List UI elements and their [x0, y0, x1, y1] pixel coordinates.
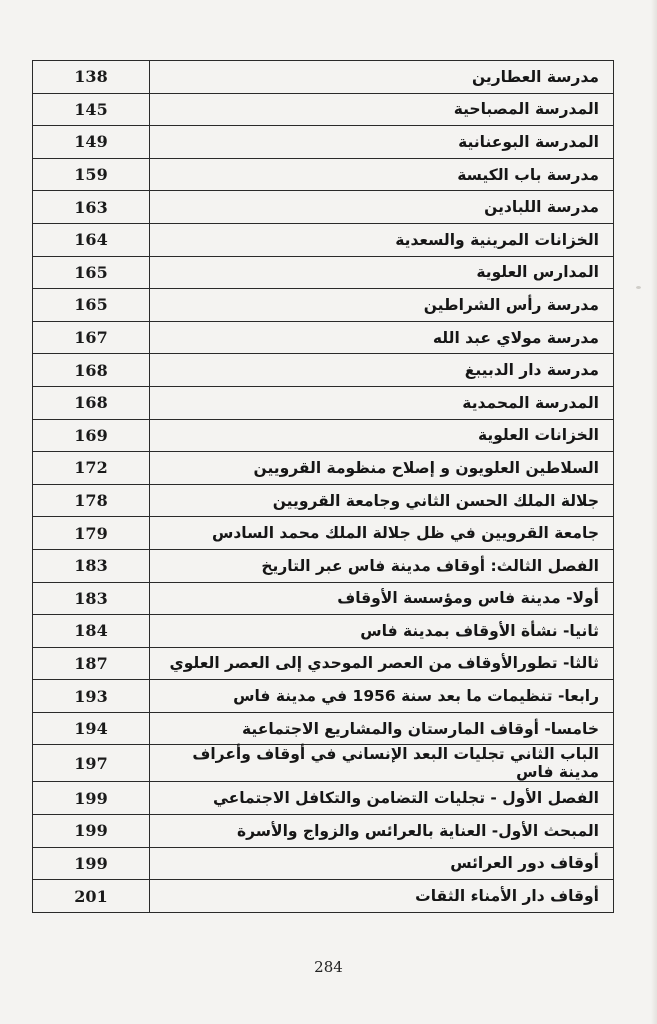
toc-entry-title: الباب الثاني تجليات البعد الإنساني في أوقاف وأعراف مدينة فاس	[150, 745, 614, 782]
toc-page-number: 163	[33, 191, 150, 224]
toc-entry-title: السلاطين العلويون و إصلاح منظومة القرويين	[150, 452, 614, 485]
toc-entry-title: المدرسة المصباحية	[150, 93, 614, 126]
toc-entry-title: مدرسة العطارين	[150, 61, 614, 94]
toc-page-number: 199	[33, 782, 150, 815]
toc-page-number: 179	[33, 517, 150, 550]
toc-entry-title: المدرسة البوعنانية	[150, 126, 614, 159]
toc-row	[33, 615, 614, 648]
toc-entry-title: المدارس العلوية	[150, 256, 614, 289]
toc-row	[33, 223, 614, 256]
toc-entry-title: المدرسة المحمدية	[150, 386, 614, 419]
toc-page-number: 164	[33, 223, 150, 256]
page-number: 284	[314, 958, 343, 976]
toc-row	[33, 158, 614, 191]
toc-row	[33, 647, 614, 680]
toc-row	[33, 386, 614, 419]
toc-entry-title: مدرسة رأس الشراطين	[150, 289, 614, 322]
table-of-contents	[32, 60, 614, 913]
toc-page-number: 169	[33, 419, 150, 452]
toc-row	[33, 582, 614, 615]
toc-row	[33, 549, 614, 582]
toc-entry-title: مدرسة باب الكيسة	[150, 158, 614, 191]
toc-page-number: 138	[33, 61, 150, 94]
toc-page-number: 168	[33, 386, 150, 419]
toc-entry-title: جامعة القرويين في ظل جلالة الملك محمد السادس	[150, 517, 614, 550]
toc-entry-title: الفصل الأول - تجليات التضامن والتكافل الاجتماعي	[150, 782, 614, 815]
toc-row	[33, 745, 614, 782]
toc-entry-title: الخزانات المرينية والسعدية	[150, 223, 614, 256]
toc-entry-title: الفصل الثالث: أوقاف مدينة فاس عبر التاريخ	[150, 549, 614, 582]
toc-row	[33, 289, 614, 322]
page-edge	[651, 0, 657, 1024]
toc-row	[33, 880, 614, 913]
toc-page-number: 199	[33, 847, 150, 880]
paper-speck	[636, 286, 641, 289]
toc-page-number: 168	[33, 354, 150, 387]
toc-page-number: 194	[33, 712, 150, 745]
toc-page-number: 193	[33, 680, 150, 713]
toc-row	[33, 93, 614, 126]
toc-row	[33, 712, 614, 745]
toc-entry-title: جلالة الملك الحسن الثاني وجامعة القرويين	[150, 484, 614, 517]
toc-body	[33, 61, 614, 913]
toc-page-number: 145	[33, 93, 150, 126]
toc-row	[33, 126, 614, 159]
toc-page-number: 197	[33, 745, 150, 782]
toc-row	[33, 354, 614, 387]
toc-entry-title: الخزانات العلوية	[150, 419, 614, 452]
toc-row	[33, 815, 614, 848]
toc-row	[33, 321, 614, 354]
toc-page-number: 184	[33, 615, 150, 648]
toc-entry-title: مدرسة اللبادين	[150, 191, 614, 224]
toc-entry-title: ثانيا- نشأة الأوقاف بمدينة فاس	[150, 615, 614, 648]
toc-row	[33, 61, 614, 94]
toc-row	[33, 256, 614, 289]
toc-entry-title: أوقاف دار الأمناء الثقات	[150, 880, 614, 913]
toc-entry-title: مدرسة مولاي عبد الله	[150, 321, 614, 354]
toc-entry-title: مدرسة دار الدبيبغ	[150, 354, 614, 387]
toc-entry-title: أوقاف دور العرائس	[150, 847, 614, 880]
toc-page-number: 183	[33, 582, 150, 615]
toc-page-number: 201	[33, 880, 150, 913]
toc-page-number: 165	[33, 289, 150, 322]
toc-page-number: 165	[33, 256, 150, 289]
toc-page-number: 159	[33, 158, 150, 191]
toc-page-number: 149	[33, 126, 150, 159]
toc-page-number: 178	[33, 484, 150, 517]
toc-entry-title: المبحث الأول- العناية بالعرائس والزواج والأسرة	[150, 815, 614, 848]
toc-entry-title: خامسا- أوقاف المارستان والمشاريع الاجتماعية	[150, 712, 614, 745]
toc-page-number: 167	[33, 321, 150, 354]
toc-page-number: 172	[33, 452, 150, 485]
toc-row	[33, 680, 614, 713]
toc-page-number: 199	[33, 815, 150, 848]
toc-row	[33, 452, 614, 485]
toc-row	[33, 782, 614, 815]
toc-page-number: 183	[33, 549, 150, 582]
toc-entry-title: أولا- مدينة فاس ومؤسسة الأوقاف	[150, 582, 614, 615]
toc-row	[33, 419, 614, 452]
toc-entry-title: رابعا- تنظيمات ما بعد سنة 1956 في مدينة فاس	[150, 680, 614, 713]
toc-row	[33, 847, 614, 880]
toc-page-number: 187	[33, 647, 150, 680]
toc-row	[33, 484, 614, 517]
toc-row	[33, 191, 614, 224]
toc-row	[33, 517, 614, 550]
toc-entry-title: ثالثا- تطورالأوقاف من العصر الموحدي إلى العصر العلوي	[150, 647, 614, 680]
